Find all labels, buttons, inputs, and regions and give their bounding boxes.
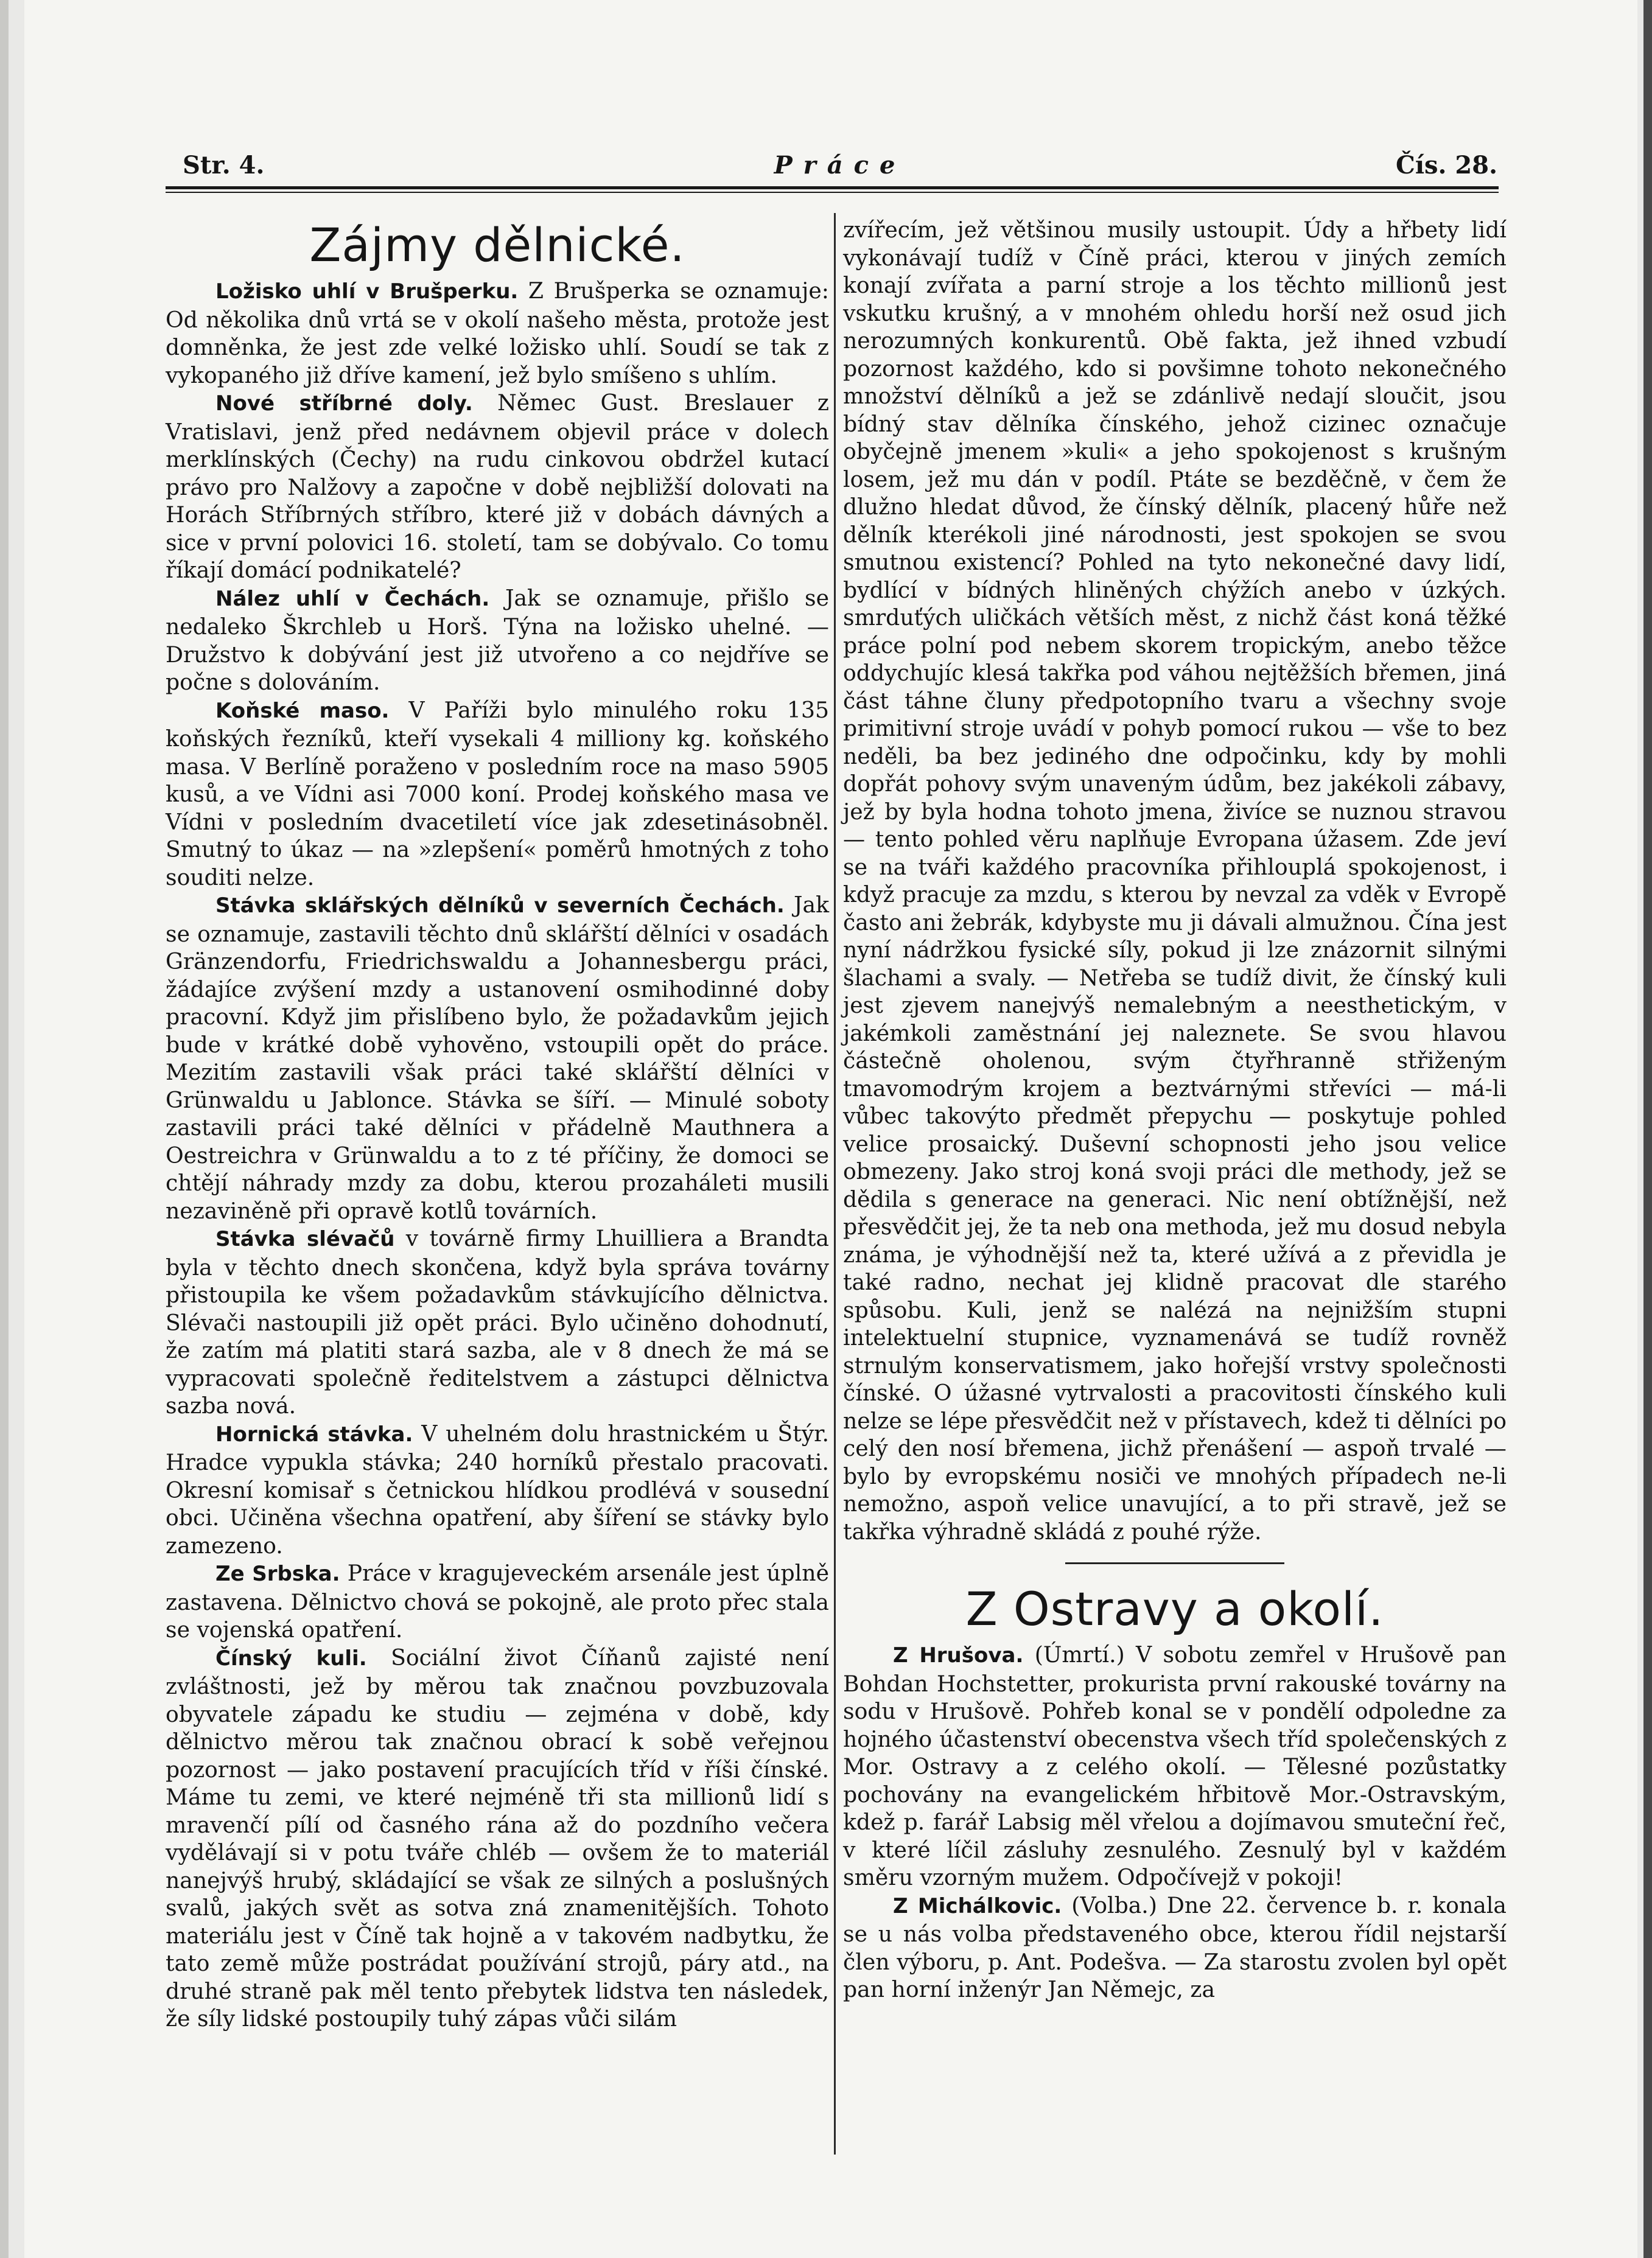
column-divider — [834, 213, 836, 2155]
article — [166, 1559, 829, 1644]
article-text: (Úmrtí.) V sobotu zemřel v Hrušově pan Bohdan Hochstetter, prokurista první rakouské továrny na sodu v Hrušově. Pohřeb konal se v pondělí odpoledne za hojného účastenství obecenstva všech tříd společenských z Mor. Ostravy a z celého okolí. — Tělesné pozůstatky pochovány na evangelickém hřbitově Mor.-Ostravským, kdež p. farář Labsig měl vřelou a dojímavou smuteční řeč, v které líčil zásluhy zesnulého. Zesnulý byl v každém směru vzorným mužem. Odpočívejž v pokoji! — [843, 1641, 1507, 1890]
article-title: Hornická stávka. — [215, 1422, 413, 1447]
article-title: Z Michálkovic. — [893, 1893, 1062, 1918]
article-text: Jak se oznamuje, zastavili těchto dnů sklářští dělníci v osadách Gränzendorfu, Friedrichswaldu a Johannesbergu práci, žádajíce zvýšení mzdy a ustanovení osmihodinné doby pracovní. Když jim přislíbeno bylo, že požadavkům jejich bude v krátké době vyhověno, vstoupili opět do práce. Mezitím zastavili však práci také sklářští dělníci v Grünwaldu u Jablonce. Stávka se šíří. — Minulé soboty zastavili práci také dělníci v přádelně Mauthnera a Oestreichra v Grünwaldu a to z té příčiny, že domoci se chtějí náhrady mzdy za dobu, kterou prozaháleti musili nezaviněně při opravě kotlů továrních. — [166, 892, 829, 1224]
article-title: Nález uhlí v Čechách. — [215, 586, 490, 611]
right-column — [843, 216, 1507, 2004]
article — [166, 696, 829, 892]
article-continuation: zvířecím, jež většinou musily ustoupit. Údy a hřbety lidí vykonávají tudíž v Číně práci, kterou v jiných zemích konají zvířata a parní stroje a los těchto millionů jest vskutku krušný, a v mnohém ohledu horší než osud jich nerozumných konkurentů. Obě fakta, jež ihned vzbudí pozornost každého, kdo si povšimne tohoto nekonečného množství dělníků a jež se zdánlivě nedají sloučit, jsou bídný stav dělníka čínského, jehož cizinec označuje obyčejně jmenem »kuli« a jeho spokojenost s krušným losem, jež mu dán v podíl. Ptáte se bezděčně, v čem že dlužno hledat důvod, že čínský dělník, placený hůře než dělník kterékoli jiné národnosti, jest spokojen se svou smutnou existencí? Pohled na tyto nekonečné davy lidí, bydlící v bídných hliněných chýžích anebo v úzkých. smrduťých uličkách větších měst, z nichž část koná těžké práce polní pod nebem skorem tropickým, anebo těžce oddychujíc klesá takřka pod váhou nejtěžších břemen, jiná část táhne čluny předpotopního tvaru a všechny svoje primitivní stroje uvádí v pohyb pomocí rukou — vše to bez neděli, ba bez jediného dne odpočinku, kdy by mohli dopřát pohovy svým unaveným údům, bez jakékoli zábavy, jež by byla hodna tohoto jmena, živíce se nuznou stravou — tento pohled věru naplňuje Evropana úžasem. Zde jeví se na tváři každého pracovníka přihlouplá spokojenost, i když pracuje za mzdu, s kterou by nevzal za vděk v Evropě často ani žebrák, kdybyste mu ji dávali almužnou. Čína jest nyní nádržkou fysické síly, pokud ji lze znázornit silnými šlachami a svaly. — Netřeba se tudíž divit, že čínský kuli jest zjevem nanejvýš nemalebným a neesthetickým, v jakémkoli zaměstnání jej naleznete. Se svou hlavou částečně oholenou, svým čtyřhranně střiženým tmavomodrým krojem a beztvárnými střevíci — má-li vůbec takovýto předmět přepychu — poskytuje pohled velice prosaický. Duševní schopnosti jeho jsou velice obmezeny. Jako stroj koná svoji práci dle methody, jež se dědila s generace na generaci. Nic není obtížnější, než přesvědčit jej, že ta neb ona methoda, jež mu dosud nebyla známa, je výhodnější než ta, které užívá a z převidla je také radno, nechat jej klidně pracovat dle starého spůsobu. Kuli, jenž se nalézá na nejnižším stupni intelektuelní stupnice, vyznamenává se tudíž rovněž strnulým konservatismem, jako hořejší vrstvy společnosti čínské. O úžasné vytrvalosti a pracovitosti čínského kuli nelze se lépe přesvědčit než v přístavech, kdež ti dělníci po celý den nosí břemena, jichž přenášení — aspoň trvalé — bylo by evropskému nosiči ve mnohých případech ne-li nemožno, aspoň velice unavující, a to při stravě, jež se takřka výhradně skládá z pouhé rýže. — [843, 217, 1507, 1545]
article-text: Práce v kragujeveckém arsenále jest úplně zastavena. Dělnictvo chová se pokojně, ale proto přec stala se vojenská opatření. — [166, 1560, 829, 1643]
article — [166, 1644, 829, 2033]
article — [166, 584, 829, 696]
article-text: (Volba.) Dne 22. července b. r. konala se u nás volba představeného obce, kterou řídil nejstarší člen výboru, p. Ant. Podešva. — Za starostu zvolen byl opět pan horní inženýr Jan Němejc, za — [843, 1892, 1507, 2002]
article-title: Čínský kuli. — [215, 1646, 367, 1671]
section-title: Z Ostravy a okolí. — [965, 1582, 1384, 1636]
scan-edge — [0, 0, 9, 2258]
left-column — [166, 216, 829, 2033]
article-title: Stávka sklářských dělníků v severních Čechách. — [215, 893, 785, 918]
article — [166, 389, 829, 584]
article — [166, 1420, 829, 1560]
newspaper-title: Práce — [774, 151, 906, 180]
article — [166, 277, 829, 389]
article-title: Z Hrušova. — [893, 1643, 1024, 1668]
scan-edge — [1643, 0, 1652, 2258]
article-title: Ložisko uhlí v Brušperku. — [215, 279, 519, 304]
article — [843, 1892, 1507, 2004]
article-text: Němec Gust. Breslauer z Vratislavi, jenž před nedávnem objevil práce v dolech merklínských (Čechy) na rudu cinkovou obdržel kutací právo pro Nalžovy a započne v době nejbližší dolovati na Horách Stříbrných stříbro, které již v dobách dávných a sice v první polovici 16. století, tam se dobývalo. Co tomu říkají domácí podnikatelé? — [166, 390, 829, 583]
issue-number: Čís. 28. — [1396, 151, 1497, 180]
article — [166, 891, 829, 1225]
section-rule — [1065, 1562, 1284, 1564]
article-text: Jak se oznamuje, přišlo se nedaleko Škrchleb u Horš. Týna na ložisko uhelné. — Družstvo k dobývání jest již utvořeno a co nejdříve se počne s dolováním. — [166, 584, 829, 695]
article-text: V uhelném dolu hrastnickém u Štýr. Hradce vypukla stávka; 240 horníků přestalo pracovati. Okresní komisař s četnickou hlídkou prodlévá v sousední obci. Učiněna všechna opatření, aby šíření se stávky bylo zamezeno. — [166, 1420, 829, 1559]
article-text: v továrně firmy Lhuilliera a Brandta byla v těchto dnech skončena, když byla správa továrny přistoupila ke všem požadavkům stávkujícího dělnictva. Slévači nastoupili již opět práci. Bylo učiněno dohodnutí, že zatím má platiti stará sazba, ale v 8 dnech že má se vypracovati společně ředitelstvem a zástupci dělnictva sazba nová. — [166, 1225, 829, 1419]
article-title: Koňské maso. — [215, 698, 390, 723]
article-text: Sociální život Číňanů zajisté není zvláštnosti, jež by měrou tak značnou povzbuzovala obyvatele západu ke studiu — zejména v době, kdy dělnictvo měrou tak značnou obrací k sobě veřejnou pozornost — jako postavení pracujících tříd v říši čínské. Máme tu zemi, ve které nejméně tři sta millionů lidí s mravenčí pílí od časného rána až do pozdního večera vydělávají si v potu tváře chléb — ovšem že to materiál nanejvýš hrubý, skládající se však ze silných a poslušných svalů, jakých svět as sotva zná znamenitějších. Tohoto materiálu jest v Číně tak hojně a v takovém nadbytku, že tato země může postrádat používání strojů, páry atd., na druhé straně pak měl tento přebytek lidstva ten následek, že síly lidské postoupily tuhý zápas vůči silám — [166, 1644, 829, 2032]
section-title: Zájmy dělnické. — [309, 218, 685, 272]
header-rule — [166, 192, 1499, 193]
page-header — [183, 151, 1497, 190]
page-number: Str. 4. — [183, 151, 265, 180]
article-text: Z Brušperka se oznamuje: Od několika dnů vrtá se v okolí našeho města, protože jest domněnka, že jest zde velké ložisko uhlí. Soudí se tak z vykopaného již dříve kamení, jež bylo smíšeno s uhlím. — [166, 278, 829, 388]
article — [843, 1641, 1507, 1892]
header-rule — [166, 186, 1499, 189]
article-text: V Paříži bylo minulého roku 135 koňských řezníků, kteří vysekali 4 milliony kg. koňského masa. V Berlíně poraženo v posledním roce na maso 5905 kusů, a ve Vídni asi 7000 koní. Prodej koňského masa ve Vídni v posledním dvacetiletí více jak zdesetinásobněl. Smutný to úkaz — na »zlepšení« poměrů hmotných z toho souditi nelze. — [166, 696, 829, 890]
article-title: Ze Srbska. — [215, 1562, 340, 1586]
article-title: Nové stříbrné doly. — [215, 391, 473, 416]
article — [166, 1225, 829, 1420]
article-title: Stávka slévačů — [215, 1227, 395, 1251]
